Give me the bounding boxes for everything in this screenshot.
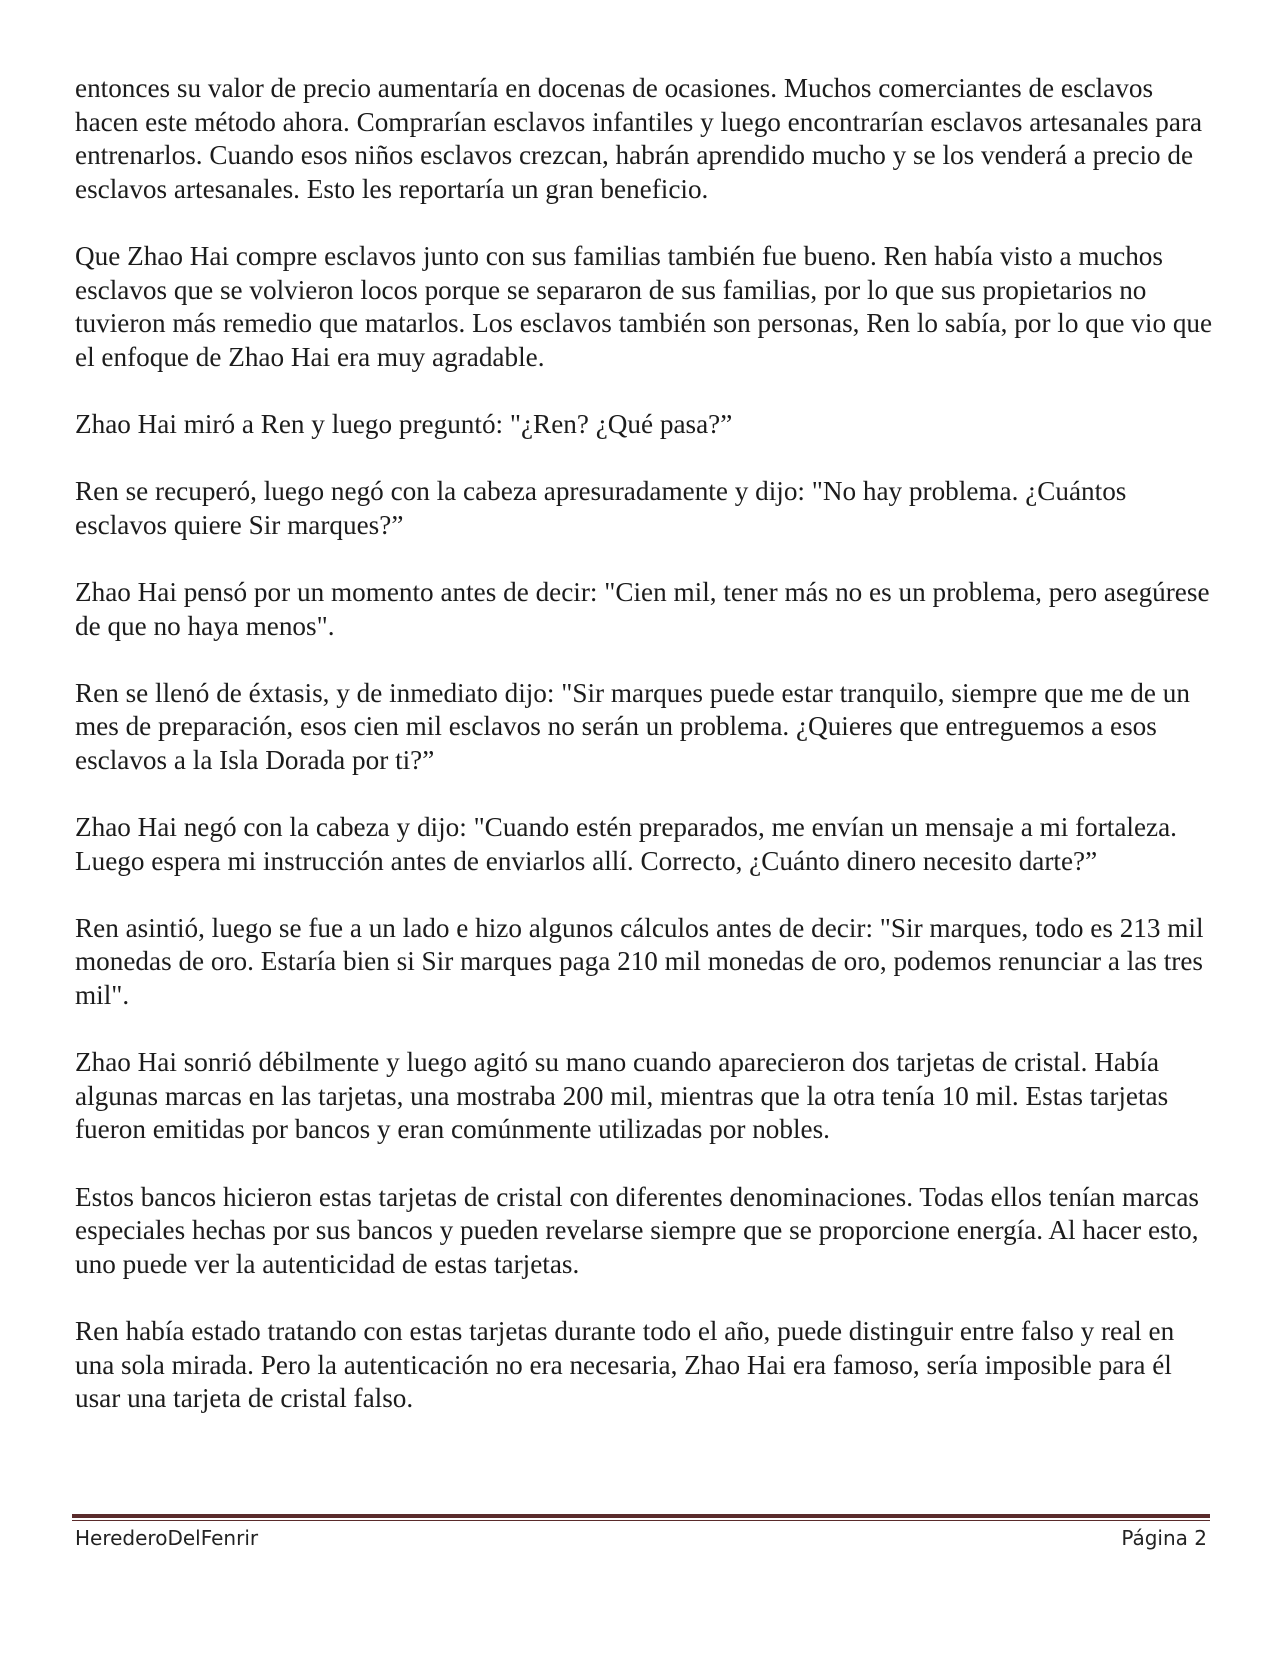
footer-divider-thin (72, 1520, 1210, 1521)
paragraph: entonces su valor de precio aumentaría en docenas de ocasiones. Muchos comerciantes de esclavos hacen este método ahora. Comprarían esclavos infantiles y luego encontrarían esclavos artesanales para entrenarlos. Cuando esos niños esclavos crezcan, habrán aprendido mucho y se los venderá a precio de esclavos artesanales. Esto les reportaría un gran beneficio. (75, 73, 1203, 204)
paragraph: Ren se llenó de éxtasis, y de inmediato dijo: "Sir marques puede estar tranquilo, siempre que me de un mes de preparación, esos cien mil esclavos no serán un problema. ¿Quieres que entreguemos a esos esclavos a la Isla Dorada por ti?” (75, 677, 1190, 775)
paragraph: Zhao Hai sonrió débilmente y luego agitó su mano cuando aparecieron dos tarjetas de cristal. Había algunas marcas en las tarjetas, una mostraba 200 mil, mientras que la otra tenía 10 mil. Estas tarjetas fueron emitidas por bancos y eran comúnmente utilizadas por nobles. (75, 1047, 1169, 1145)
paragraph: Ren asintió, luego se fue a un lado e hizo algunos cálculos antes de decir: "Sir marques, todo es 213 mil monedas de oro. Estaría bien si Sir marques paga 210 mil monedas de oro, podemos renunciar a las tres mil". (75, 912, 1204, 1011)
footer-author: HerederoDelFenrir (75, 1526, 259, 1550)
footer-divider (72, 1514, 1210, 1518)
footer-page-number: Página 2 (1121, 1526, 1207, 1550)
paragraph: Ren había estado tratando con estas tarjetas durante todo el año, puede distinguir entre falso y real en una sola mirada. Pero la autenticación no era necesaria, Zhao Hai era famoso, sería imposible para él usar una tarjeta de cristal falso. (75, 1315, 1175, 1414)
paragraph: Estos bancos hicieron estas tarjetas de cristal con diferentes denominaciones. Todas ellos tenían marcas especiales hechas por sus bancos y pueden revelarse siempre que se proporcione energía. Al hacer esto, uno puede ver la autenticidad de estas tarjetas. (75, 1181, 1199, 1279)
paragraph: Zhao Hai miró a Ren y luego preguntó: "¿Ren? ¿Qué pasa?” (75, 408, 733, 439)
page-footer (75, 1526, 1207, 1550)
body-text (75, 72, 1215, 1449)
paragraph: Que Zhao Hai compre esclavos junto con sus familias también fue bueno. Ren había visto a muchos esclavos que se volvieron locos porque se separaron de sus familias, por lo que sus propietarios no tuvieron más remedio que matarlos. Los esclavos también son personas, Ren lo sabía, por lo que vio que el enfoque de Zhao Hai era muy agradable. (75, 240, 1213, 372)
paragraph: Zhao Hai pensó por un momento antes de decir: "Cien mil, tener más no es un problema, pero asegúrese de que no haya menos". (75, 576, 1210, 641)
paragraph: Zhao Hai negó con la cabeza y dijo: "Cuando estén preparados, me envían un mensaje a mi fortaleza. Luego espera mi instrucción antes de enviarlos allí. Correcto, ¿Cuánto dinero necesito darte?” (75, 812, 1177, 876)
paragraph: Ren se recuperó, luego negó con la cabeza apresuradamente y dijo: "No hay problema. ¿Cuántos esclavos quiere Sir marques?” (75, 476, 1127, 540)
